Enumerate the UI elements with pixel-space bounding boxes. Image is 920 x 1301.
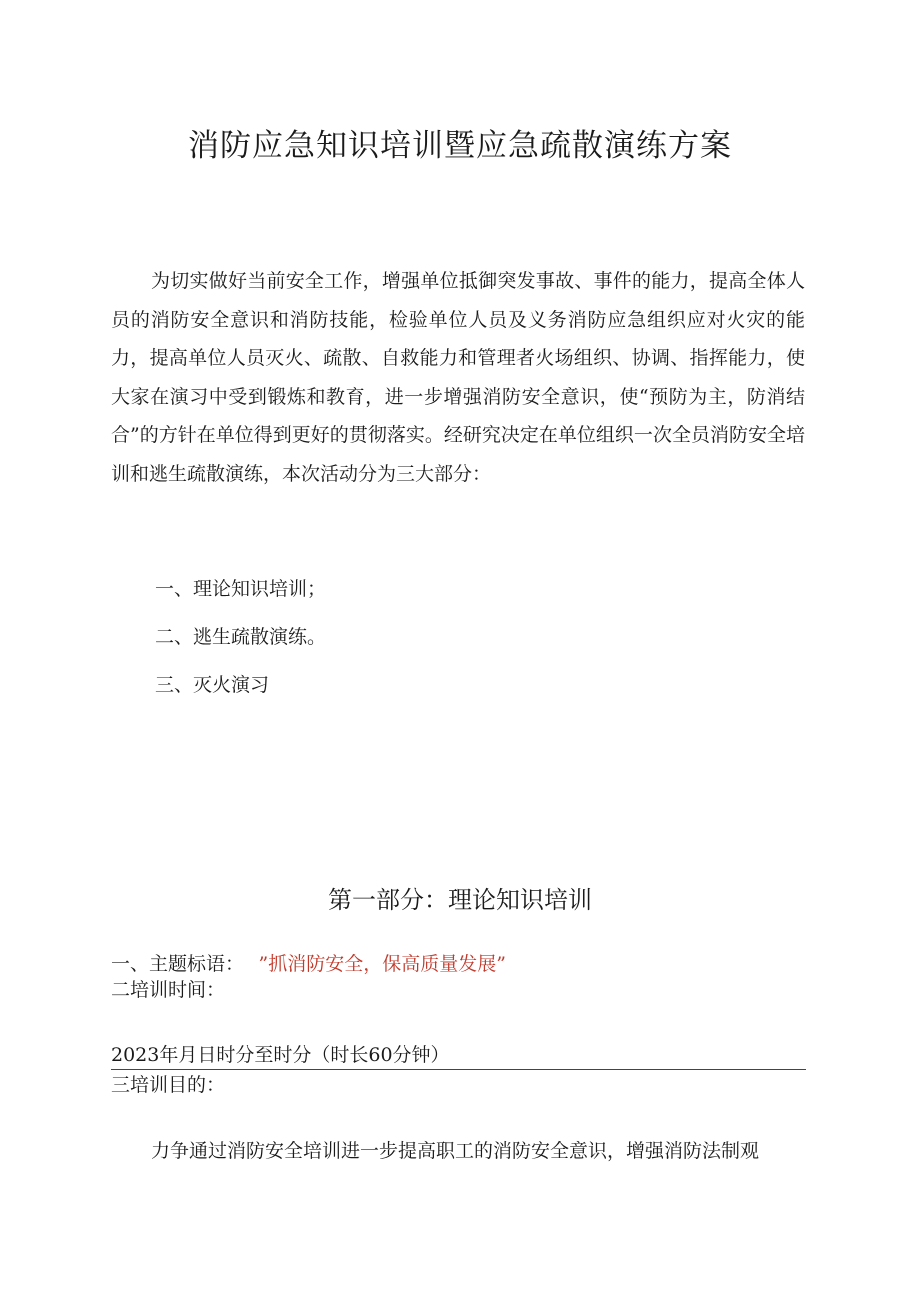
section-heading: 第一部分：理论知识培训	[328, 886, 592, 914]
list-item: 二、逃生疏散演练。	[155, 626, 327, 648]
theme-slogan: ”抓消防安全，保高质量发展”	[258, 953, 506, 975]
training-time-value: 2023年月日时分至时分（时长60分钟）	[111, 1044, 450, 1066]
training-time-label: 二培训时间：	[111, 979, 226, 1001]
list-item: 三、灭火演习	[155, 674, 270, 696]
training-goal-text: 力争通过消防安全培训进一步提高职工的消防安全意识，增强消防法制观	[151, 1140, 760, 1162]
theme-row	[111, 950, 506, 978]
list-item: 一、理论知识培训；	[155, 578, 327, 600]
document-title: 消防应急知识培训暨应急疏散演练方案	[188, 128, 732, 164]
activity-parts-list	[155, 570, 326, 714]
intro-paragraph: 为切实做好当前安全工作，增强单位抵御突发事故、事件的能力，提高全体人员的消防安全意识和消防技能，检验单位人员及义务消防应急组织应对火灾的能力，提高单位人员灭火、疏散、自救能力和管理者火场组织、协调、指挥能力，使大家在演习中受到锻炼和教育，进一步增强消防安全意识，使“预防为主，防消结合”的方针在单位得到更好的贯彻落实。经研究决定在单位组织一次全员消防安全培训和逃生疏散演练，本次活动分为三大部分：	[111, 270, 805, 485]
training-goal-label: 三培训目的：	[111, 1074, 226, 1096]
theme-label: 一、主题标语：	[111, 953, 235, 975]
horizontal-rule	[111, 1069, 806, 1070]
